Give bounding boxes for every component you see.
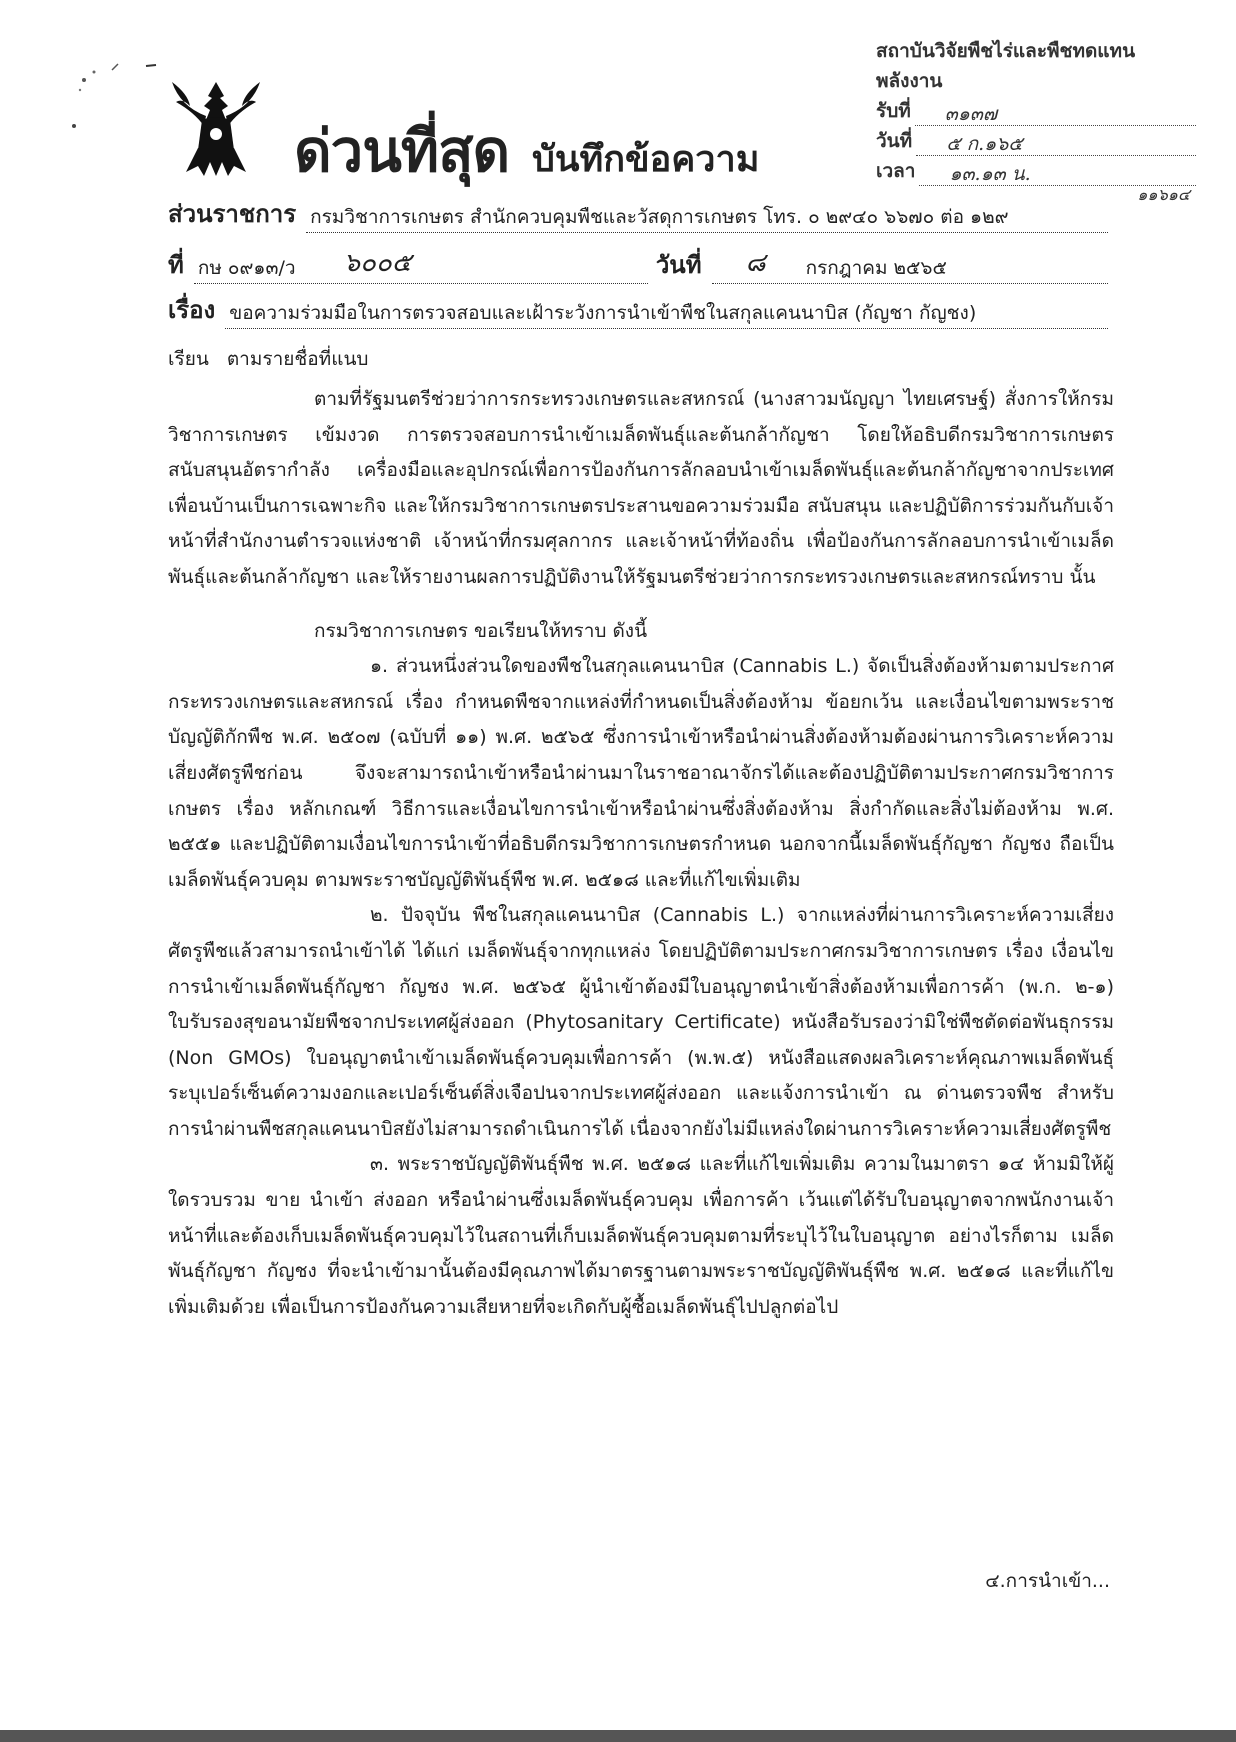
reference-row: [168, 242, 1108, 284]
paragraph-intro: ตามที่รัฐมนตรีช่วยว่าการกระทรวงเกษตรและสหกรณ์ (นางสาวมนัญญา ไทยเศรษฐ์) สั่งการให้กรมวิชาการเกษตร เข้มงวด การตรวจสอบการนำเข้าเมล็ดพันธุ์และต้นกล้ากัญชา โดยให้อธิบดีกรมวิชาการเกษตรสนับสนุนอัตรากำลัง เครื่องมือและอุปกรณ์เพื่อการป้องกันการลักลอบนำเข้าเมล็ดพันธุ์และต้นกล้ากัญชาจากประเทศเพื่อนบ้านเป็นการเฉพาะกิจ และให้กรมวิชาการเกษตรประสานขอความร่วมมือ สนับสนุน และปฏิบัติการร่วมกันกับเจ้าหน้าที่สำนักงานตำรวจแห่งชาติ เจ้าหน้าที่กรมศุลกากร และเจ้าหน้าที่ท้องถิ่น เพื่อป้องกันการลักลอบการนำเข้าเมล็ดพันธุ์และต้นกล้ากัญชา และให้รายงานผลการปฏิบัติงานให้รัฐมนตรีช่วยว่าการกระทรวงเกษตรและสหกรณ์ทราบ นั้น: [168, 388, 1114, 588]
agency-label: ส่วนราชการ: [168, 200, 297, 228]
paragraph-notice: กรมวิชาการเกษตร ขอเรียนให้ทราบ ดังนี้: [314, 619, 648, 642]
stamp-time-value: ๑๓.๑๓ น.: [919, 159, 1196, 186]
urgency-heading: ด่วนที่สุด: [294, 117, 510, 185]
scan-specks: [72, 60, 162, 130]
date-month-year: กรกฎาคม ๒๕๖๕: [805, 257, 947, 279]
stamp-date-label: วันที่: [876, 130, 913, 152]
stamp-title: สถาบันวิจัยพืชไร่และพืชทดแทนพลังงาน: [876, 40, 1136, 92]
stamp-time-label: เวลา: [876, 160, 916, 182]
paragraph-item-2: ๒. ปัจจุบัน พืชในสกุลแคนนาบิส (Cannabis L.) จากแหล่งที่ผ่านการวิเคราะห์ความเสี่ยงศัตรูพืชแล้วสามารถนำเข้าได้ ได้แก่ เมล็ดพันธุ์จากทุกแหล่ง โดยปฏิบัติตามประกาศกรมวิชาการเกษตร เรื่อง เงื่อนไขการนำเข้าเมล็ดพันธุ์กัญชา กัญชง พ.ศ. ๒๕๖๕ ผู้นำเข้าต้องมีใบอนุญาตนำเข้าสิ่งต้องห้ามเพื่อการค้า (พ.ก. ๒-๑) ใบรับรองสุขอนามัยพืชจากประเทศผู้ส่งออก (Phytosanitary Certificate) หนังสือรับรองว่ามิใช่พืชตัดต่อพันธุกรรม (Non GMOs) ใบอนุญาตนำเข้าเมล็ดพันธุ์ควบคุมเพื่อการค้า (พ.พ.๕) หนังสือแสดงผลวิเคราะห์คุณภาพเมล็ดพันธุ์ ระบุเปอร์เซ็นต์ความงอกและเปอร์เซ็นต์สิ่งเจือปนจากประเทศผู้ส่งออก และแจ้งการนำเข้า ณ ด่านตรวจพืช สำหรับการนำผ่านพืชสกุลแคนนาบิสยังไม่สามารถดำเนินการได้ เนื่องจากยังไม่มีแหล่งใดผ่านการวิเคราะห์ความเสี่ยงศัตรูพืช: [168, 904, 1114, 1140]
subject-label: เรื่อง: [168, 296, 216, 324]
continuation-note: ๔.การนำเข้า...: [985, 1570, 1110, 1592]
stamp-extra: ๑๑๖๑๔: [1137, 185, 1190, 204]
date-label: วันที่: [655, 251, 702, 279]
memo-body: [168, 382, 1114, 1325]
subject-value: ขอความร่วมมือในการตรวจสอบและเฝ้าระวังการนำเข้าพืชในสกุลแคนนาบิส (กัญชา กัญชง): [225, 298, 1108, 329]
subject-row: [168, 290, 1108, 329]
agency-value: กรมวิชาการเกษตร สำนักควบคุมพืชและวัสดุการเกษตร โทร. ๐ ๒๙๔๐ ๖๖๗๐ ต่อ ๑๒๙: [306, 202, 1108, 233]
scan-edge: [0, 1730, 1236, 1742]
salutation-label: เรียน: [168, 348, 209, 370]
salutation-value: ตามรายชื่อที่แนบ: [226, 348, 369, 370]
reference-prefix: กษ ๐๙๑๓/ว: [197, 257, 296, 279]
stamp-date-value: ๕ ก.๑๖๕: [916, 129, 1196, 156]
reference-value: [194, 242, 648, 284]
date-day: ๘: [745, 248, 766, 278]
reference-number: ๖๐๐๕: [343, 248, 412, 278]
stamp-recv-label: รับที่: [876, 100, 911, 122]
agency-row: [168, 194, 1108, 233]
salutation: [168, 344, 387, 374]
memo-title: บันทึกข้อความ: [532, 139, 760, 180]
receipt-stamp: [876, 36, 1196, 210]
garuda-emblem-icon: [168, 76, 264, 180]
date-value: [712, 242, 1108, 284]
paragraph-item-3: ๓. พระราชบัญญัติพันธุ์พืช พ.ศ. ๒๕๑๘ และที่แก้ไขเพิ่มเติม ความในมาตรา ๑๔ ห้ามมิให้ผู้ใดรวบรวม ขาย นำเข้า ส่งออก หรือนำผ่านซึ่งเมล็ดพันธุ์ควบคุม เพื่อการค้า เว้นแต่ได้รับใบอนุญาตจากพนักงานเจ้าหน้าที่และต้องเก็บเมล็ดพันธุ์ควบคุมไว้ในสถานที่เก็บเมล็ดพันธุ์ควบคุมตามที่ระบุไว้ในใบอนุญาต อย่างไรก็ตาม เมล็ดพันธุ์กัญชา กัญชง ที่จะนำเข้ามานั้นต้องมีคุณภาพได้มาตรฐานตามพระราชบัญญัติพันธุ์พืช พ.ศ. ๒๕๑๘ และที่แก้ไขเพิ่มเติมด้วย เพื่อเป็นการป้องกันความเสียหายที่จะเกิดกับผู้ซื้อเมล็ดพันธุ์ไปปลูกต่อไป: [168, 1153, 1114, 1318]
paragraph-item-1: ๑. ส่วนหนึ่งส่วนใดของพืชในสกุลแคนนาบิส (Cannabis L.) จัดเป็นสิ่งต้องห้ามตามประกาศกระทรวงเกษตรและสหกรณ์ เรื่อง กำหนดพืชจากแหล่งที่กำหนดเป็นสิ่งต้องห้าม ข้อยกเว้น และเงื่อนไขตามพระราชบัญญัติกักพืช พ.ศ. ๒๕๐๗ (ฉบับที่ ๑๑) พ.ศ. ๒๕๖๕ ซึ่งการนำเข้าหรือนำผ่านสิ่งต้องห้ามต้องผ่านการวิเคราะห์ความเสี่ยงศัตรูพืชก่อน จึงจะสามารถนำเข้าหรือนำผ่านมาในราชอาณาจักรได้และต้องปฏิบัติตามประกาศกรมวิชาการเกษตร เรื่อง หลักเกณฑ์ วิธีการและเงื่อนไขการนำเข้าหรือนำผ่านซึ่งสิ่งต้องห้าม สิ่งกำกัดและสิ่งไม่ต้องห้าม พ.ศ. ๒๕๕๑ และปฏิบัติตามเงื่อนไขการนำเข้าที่อธิบดีกรมวิชาการเกษตรกำหนด นอกจากนี้เมล็ดพันธุ์กัญชา กัญชง ถือเป็นเมล็ดพันธุ์ควบคุม ตามพระราชบัญญัติพันธุ์พืช พ.ศ. ๒๕๑๘ และที่แก้ไขเพิ่มเติม: [168, 655, 1114, 891]
stamp-recv-value: ๓๑๓๗: [915, 99, 1196, 126]
reference-label: ที่: [168, 251, 184, 279]
